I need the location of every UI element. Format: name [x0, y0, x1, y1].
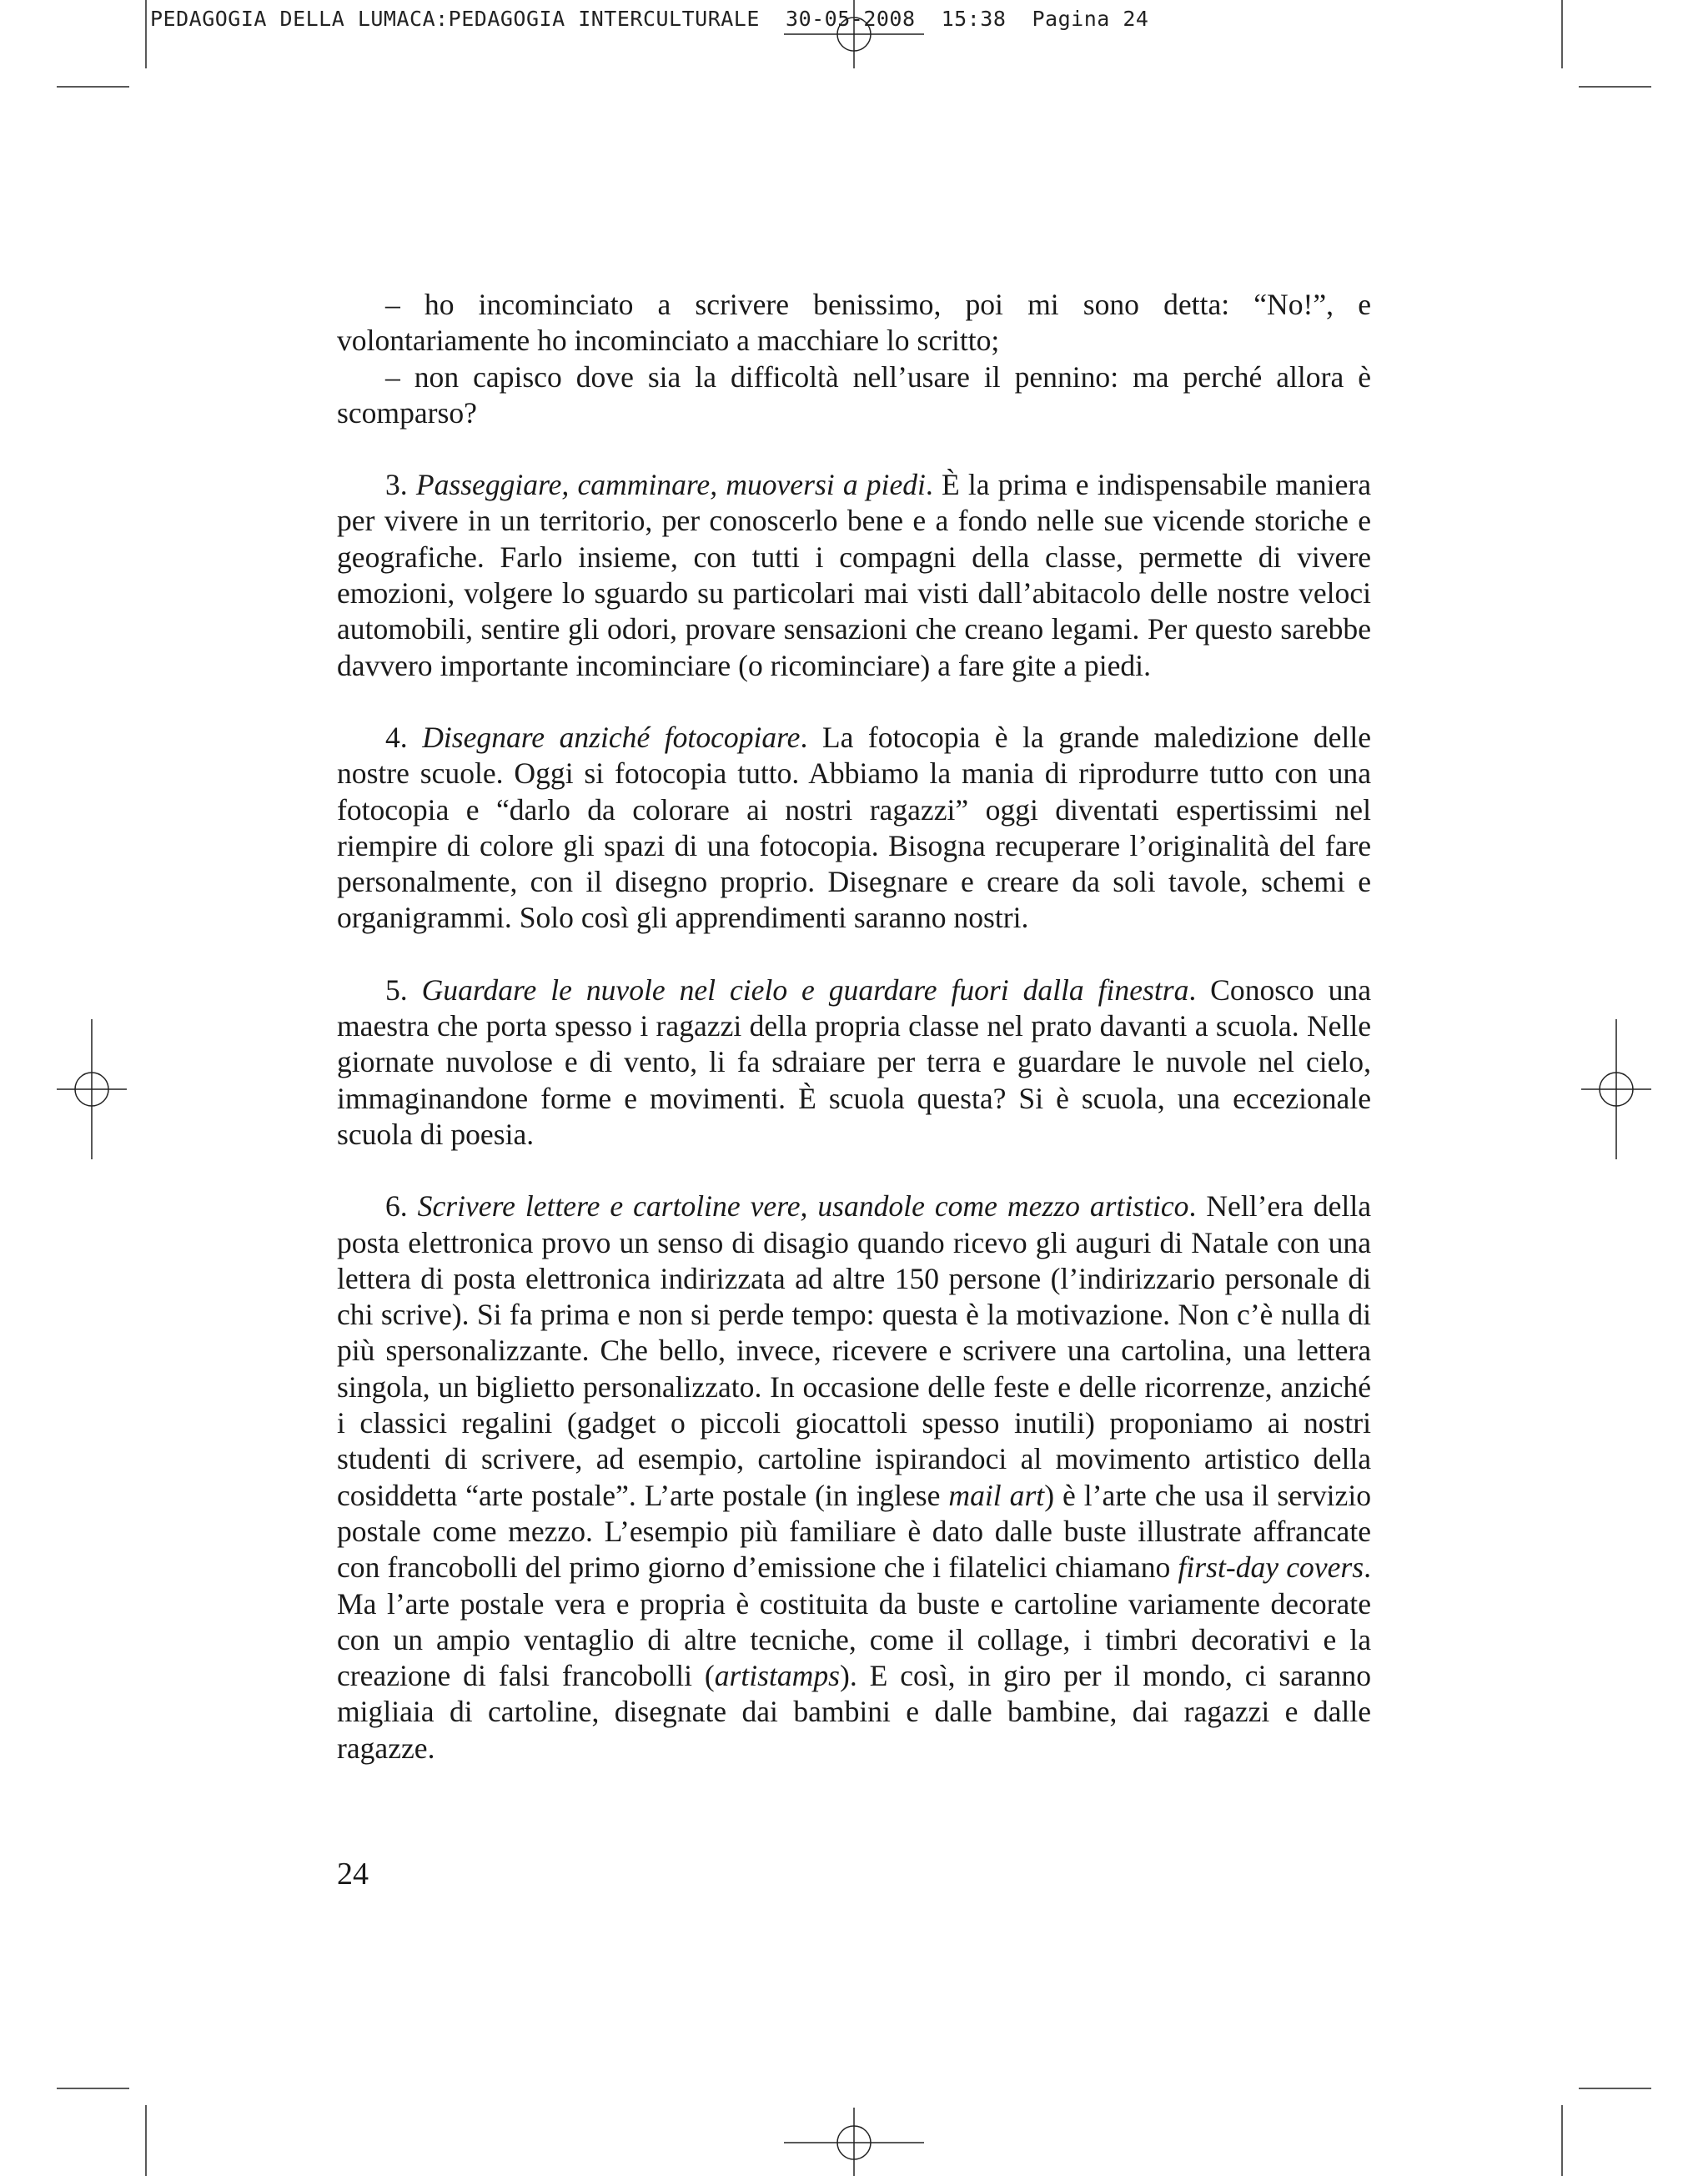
text-run: . La fotocopia è la grande maledizione delle nostre scuole. Oggi si fotocopia tutto. Abbiamo la mania di riprodurre tutto con una fotocopia e “darlo da colorare ai nostri ragazzi” oggi diventati espertissimi nel riempire di colore gli spazi di una fotocopia. Bisogna recuperare l’originalità del fare personalmente, con il disegno proprio. Disegnare e creare da soli tavole, schemi e organigrammi. Solo così gli apprendimenti saranno nostri. — [337, 720, 1371, 935]
text-run: . Nell’era della posta elettronica provo un senso di disagio quando ricevo gli auguri di Natale con una lettera di posta elettronica indirizzata ad altre 150 persone (l’indirizzario personale di chi scrive). Si fa prima e non si perde tempo: questa è la motivazione. Non c’è nulla di più spersonalizzante. Che bello, invece, ricevere e scrivere una cartolina, una lettera singola, un biglietto personalizzato. In occasione delle feste e delle ricorrenze, anziché i classici regalini (gadget o piccoli giocattoli spesso inutili) proponiamo ai nostri studenti di scrivere, ad esempio, cartoline ispirandoci al movimento artistico della cosiddetta “arte postale”. L’arte postale (in inglese — [337, 1189, 1371, 1512]
italic-phrase: artistamps — [714, 1659, 840, 1693]
printer-slug-line: PEDAGOGIA DELLA LUMACA:PEDAGOGIA INTERCULTURALE 30-05-2008 15:38 Pagina 24 — [150, 7, 1149, 31]
italic-phrase: Scrivere lettere e cartoline vere, usandole come mezzo artistico — [417, 1189, 1189, 1224]
text-run: . Conosco una maestra che porta spesso i ragazzi della propria classe nel prato davanti a scuola. Nelle giornate nuvolose e di vento, li fa sdraiare per terra e guardare le nuvole nel cielo, immaginandone forme e movimenti. È scuola questa? Si è scuola, una eccezionale scuola di poesia. — [337, 972, 1371, 1151]
text-run: 3. — [385, 468, 416, 502]
body-paragraph — [337, 1189, 1371, 1766]
page-number: 24 — [337, 1857, 369, 1892]
italic-phrase: Disegnare anziché fotocopiare — [422, 720, 801, 754]
page-body-text — [337, 287, 1371, 1766]
text-run: ). E così, in giro per il mondo, ci saranno migliaia di cartoline, disegnate dai bambini e dalle bambine, dai ragazzi e dalle ragazze. — [337, 1659, 1371, 1765]
text-run: 4. — [385, 720, 423, 754]
text-run: . Ma l’arte postale vera e propria è costituita da buste e cartoline variamente decorate con un ampio ventaglio di altre tecniche, come il collage, i timbri decorativi e la creazione di falsi francobolli ( — [337, 1550, 1372, 1693]
italic-phrase: first-day covers — [1178, 1550, 1364, 1585]
text-run: – ho incominciato a scrivere benissimo, poi mi sono detta: “No!”, e volontariamente ho incominciato a macchiare lo scritto; — [337, 288, 1371, 358]
text-run: . È la prima e indispensabile maniera per vivere in un territorio, per conoscerlo bene e a fondo nelle sue vicende storiche e geografiche. Farlo insieme, con tutti i compagni della classe, permette di vivere emozioni, volgere lo sguardo su particolari mai visti dall’abitacolo delle nostre veloci automobili, sentire gli odori, provare sensazioni che creano legami. Per questo sarebbe davvero importante incominciare (o ricominciare) a fare gite a piedi. — [337, 468, 1371, 682]
body-paragraph — [337, 467, 1371, 684]
body-paragraph — [337, 720, 1371, 937]
registration-mark-left — [57, 1019, 127, 1159]
text-run: 6. — [385, 1189, 418, 1224]
text-run: 5. — [385, 972, 422, 1007]
registration-mark-right — [1581, 1019, 1651, 1159]
italic-phrase: Guardare le nuvole nel cielo e guardare fuori dalla finestra — [421, 972, 1189, 1007]
italic-phrase: mail art — [948, 1478, 1045, 1512]
italic-phrase: Passeggiare, camminare, muoversi a piedi — [415, 468, 926, 502]
registration-mark-bottom — [784, 2108, 924, 2176]
body-paragraph — [337, 359, 1371, 432]
body-paragraph — [337, 287, 1371, 359]
body-paragraph — [337, 972, 1371, 1153]
text-run: – non capisco dove sia la difficoltà nell’usare il pennino: ma perché allora è scomparso? — [337, 359, 1371, 430]
text-run: ) è l’arte che usa il servizio postale come mezzo. L’esempio più familiare è dato dalle buste illustrate affrancate con francobolli del primo giorno d’emissione che i filatelici chiamano — [337, 1478, 1371, 1585]
registration-mark-top — [784, 0, 924, 68]
